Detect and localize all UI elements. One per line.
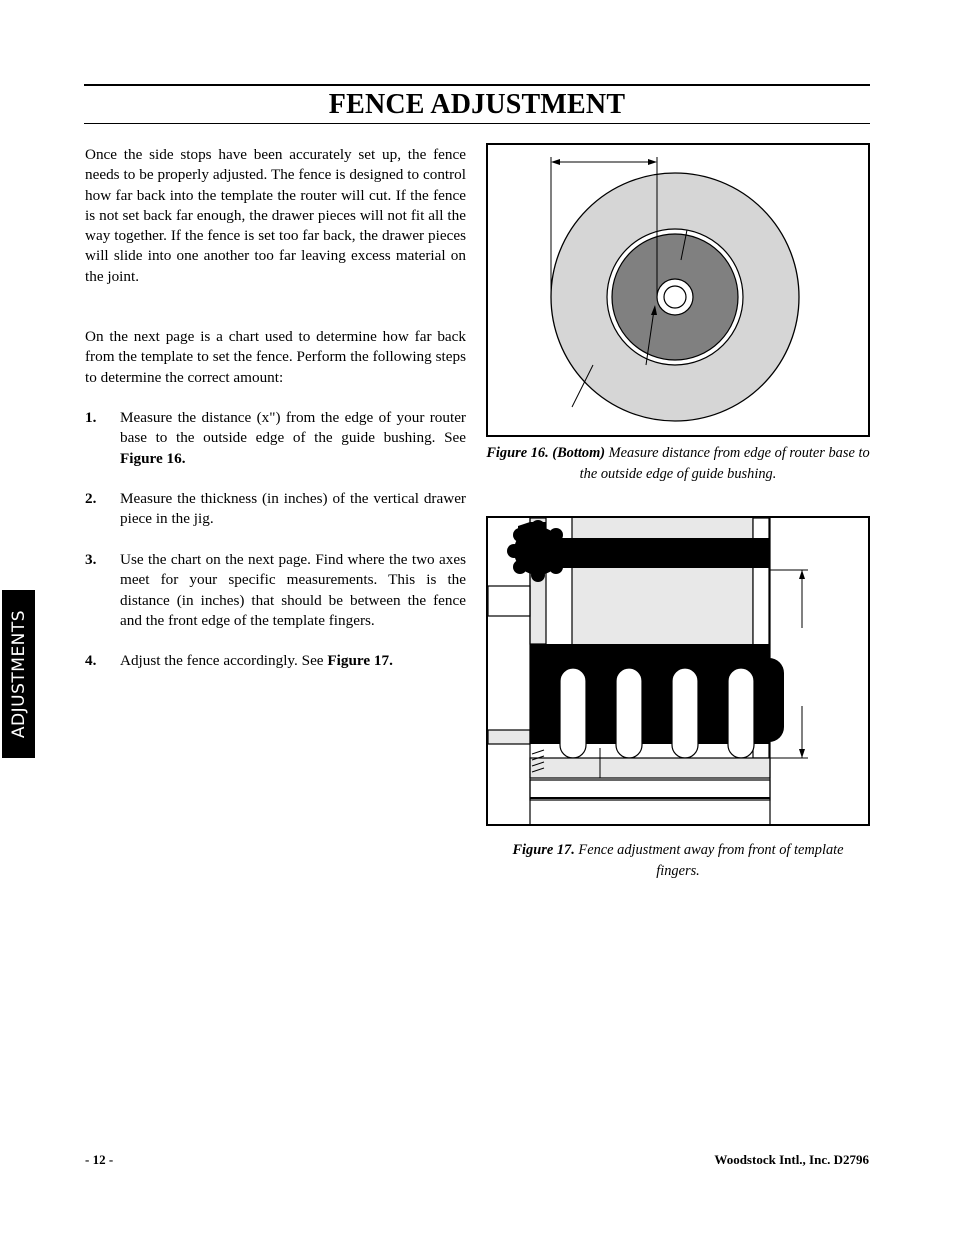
figure-17-illustration [486, 516, 870, 826]
footer-publisher: Woodstock Intl., Inc. D2796 [714, 1152, 869, 1167]
step-text: Use the chart on the next page. Find where the two axes meet for your specific measurements. This is the distance (in inches) that should be between the fence and the front edge of the template fingers. [120, 551, 466, 629]
step-number: 1. [85, 409, 97, 426]
intro-paragraph: Once the side stops have been accurately set up, the fence needs to be properly adjusted. The fence is designed to control how far back into the template the router will cut. If the fence is not set back far enough, the drawer pieces will not fit all the way together. If the fence is set too far back, the drawer pieces will slide into one another too far leaving excess material on the joint. [85, 146, 466, 285]
title-rule-bottom [84, 123, 870, 124]
dimension-arrow-top [799, 570, 805, 579]
figure-label: Figure 17. [512, 842, 575, 858]
step-number: 2. [85, 490, 97, 507]
figure-16-illustration [486, 143, 870, 437]
figure-16-caption: Figure 16. (Bottom) Measure distance from edge of router base to the outside edge of guide bushing. [486, 445, 870, 482]
step-text: Measure the distance (x") from the edge of your router base to the outside edge of the guide bushing. See Figure 16. [120, 409, 466, 467]
section-side-tab [2, 590, 35, 758]
bushing-hole-circle [664, 286, 686, 308]
drawer-piece [530, 758, 770, 778]
step-number: 4. [85, 652, 97, 669]
step-text: Adjust the fence accordingly. See Figure 17. [120, 652, 393, 669]
side-tab-label: ADJUSTMENTS [8, 609, 29, 739]
fence-lip [488, 730, 530, 744]
dimension-arrow-left [551, 159, 560, 165]
page-number: - 12 - [85, 1152, 114, 1167]
router-base-bottom-drawing [488, 145, 868, 435]
figure-17-caption: Figure 17. Fence adjustment away from front of template fingers. [512, 842, 844, 879]
step-number: 3. [85, 551, 97, 568]
step-text: Measure the thickness (in inches) of the vertical drawer piece in the jig. [120, 490, 466, 528]
chart-paragraph: On the next page is a chart used to determine how far back from the template to set the fence. Perform the following steps to determine the correct amount: [85, 328, 466, 386]
template-fence-drawing [488, 518, 868, 824]
figure-label: Figure 16. (Bottom) [486, 445, 606, 461]
page-title: FENCE ADJUSTMENT [328, 89, 626, 120]
dimension-arrow-bottom [799, 749, 805, 758]
dimension-arrow-right [648, 159, 657, 165]
fence-edge [488, 586, 530, 616]
figure-reference: Figure 17. [327, 652, 393, 669]
figure-reference: Figure 16. [120, 449, 186, 467]
template-plate [572, 518, 756, 644]
